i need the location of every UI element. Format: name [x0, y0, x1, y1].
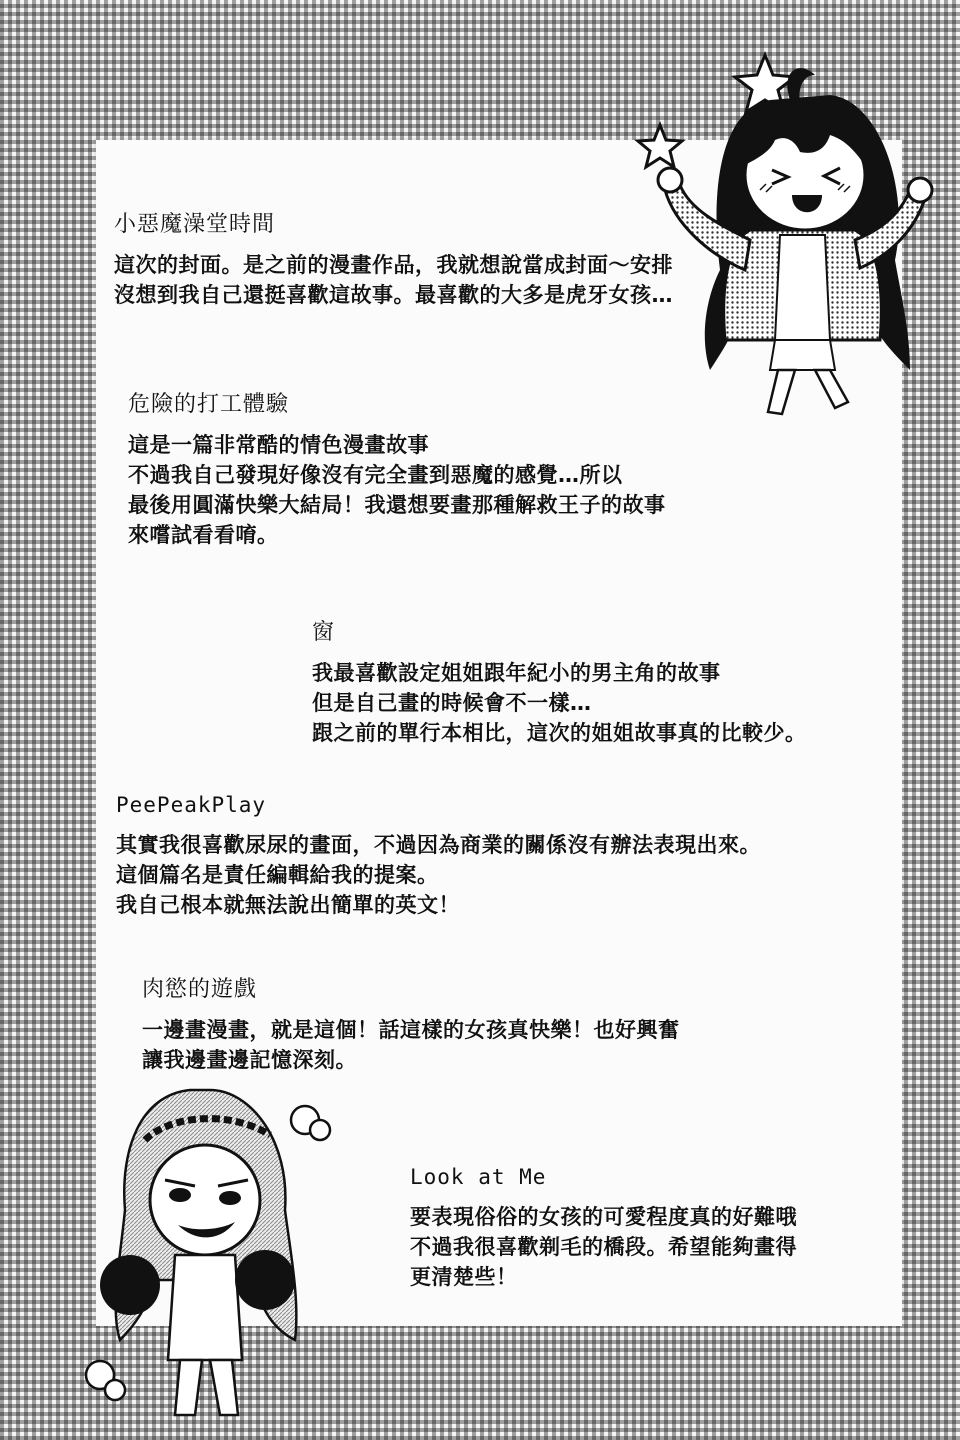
body-line: 讓我邊畫邊記憶深刻。 — [142, 1048, 357, 1072]
body-line: 要表現俗俗的女孩的可愛程度真的好難哦 — [410, 1205, 797, 1229]
body-line: 沒想到我自己還挺喜歡這故事。最喜歡的大多是虎牙女孩… — [114, 283, 673, 307]
body-line: 我自己根本就無法說出簡單的英文！ — [116, 893, 460, 917]
section-carnal-game — [142, 975, 680, 1075]
section-window — [312, 618, 807, 748]
section-heading: 小惡魔澡堂時間 — [114, 212, 276, 237]
section-body — [312, 658, 807, 748]
body-line: 最後用圓滿快樂大結局！我還想要畫那種解救王子的故事 — [128, 493, 666, 517]
section-bathhouse — [114, 210, 673, 310]
body-line: 這是一篇非常酷的情色漫畫故事 — [128, 433, 429, 457]
section-body — [116, 830, 761, 920]
section-heading: Look at Me — [410, 1165, 547, 1189]
body-line: 不過我很喜歡剃毛的橋段。希望能夠畫得 — [410, 1235, 797, 1259]
section-heading: 窗 — [312, 620, 336, 645]
body-line: 我最喜歡設定姐姐跟年紀小的男主角的故事 — [312, 661, 721, 685]
body-line: 其實我很喜歡尿尿的畫面，不過因為商業的關係沒有辦法表現出來。 — [116, 833, 761, 857]
star-icon — [638, 125, 682, 167]
section-body — [410, 1202, 797, 1292]
section-part-time-job — [128, 390, 666, 550]
body-line: 不過我自己發現好像沒有完全畫到惡魔的感覺…所以 — [128, 463, 623, 487]
body-line: 更清楚些！ — [410, 1265, 518, 1289]
body-line: 這次的封面。是之前的漫畫作品，我就想說當成封面～安排 — [114, 253, 673, 277]
body-line: 跟之前的單行本相比，這次的姐姐故事真的比較少。 — [312, 721, 807, 745]
section-look-at-me — [410, 1162, 797, 1292]
section-peepeakplay — [116, 790, 761, 920]
section-body — [128, 430, 666, 550]
chibi-girl-boxing-illustration — [70, 1080, 340, 1420]
body-line: 來嚐試看看唷。 — [128, 523, 279, 547]
section-body — [114, 250, 673, 310]
body-line: 但是自己畫的時候會不一樣… — [312, 691, 592, 715]
section-heading: 危險的打工體驗 — [128, 392, 290, 417]
body-line: 一邊畫漫畫，就是這個！話這樣的女孩真快樂！也好興奮 — [142, 1018, 680, 1042]
section-body — [142, 1015, 680, 1075]
section-heading: 肉慾的遊戲 — [142, 977, 258, 1002]
chibi-girl-cheering-illustration — [610, 40, 950, 420]
section-heading: PeePeakPlay — [116, 793, 267, 817]
body-line: 這個篇名是責任編輯給我的提案。 — [116, 863, 439, 887]
